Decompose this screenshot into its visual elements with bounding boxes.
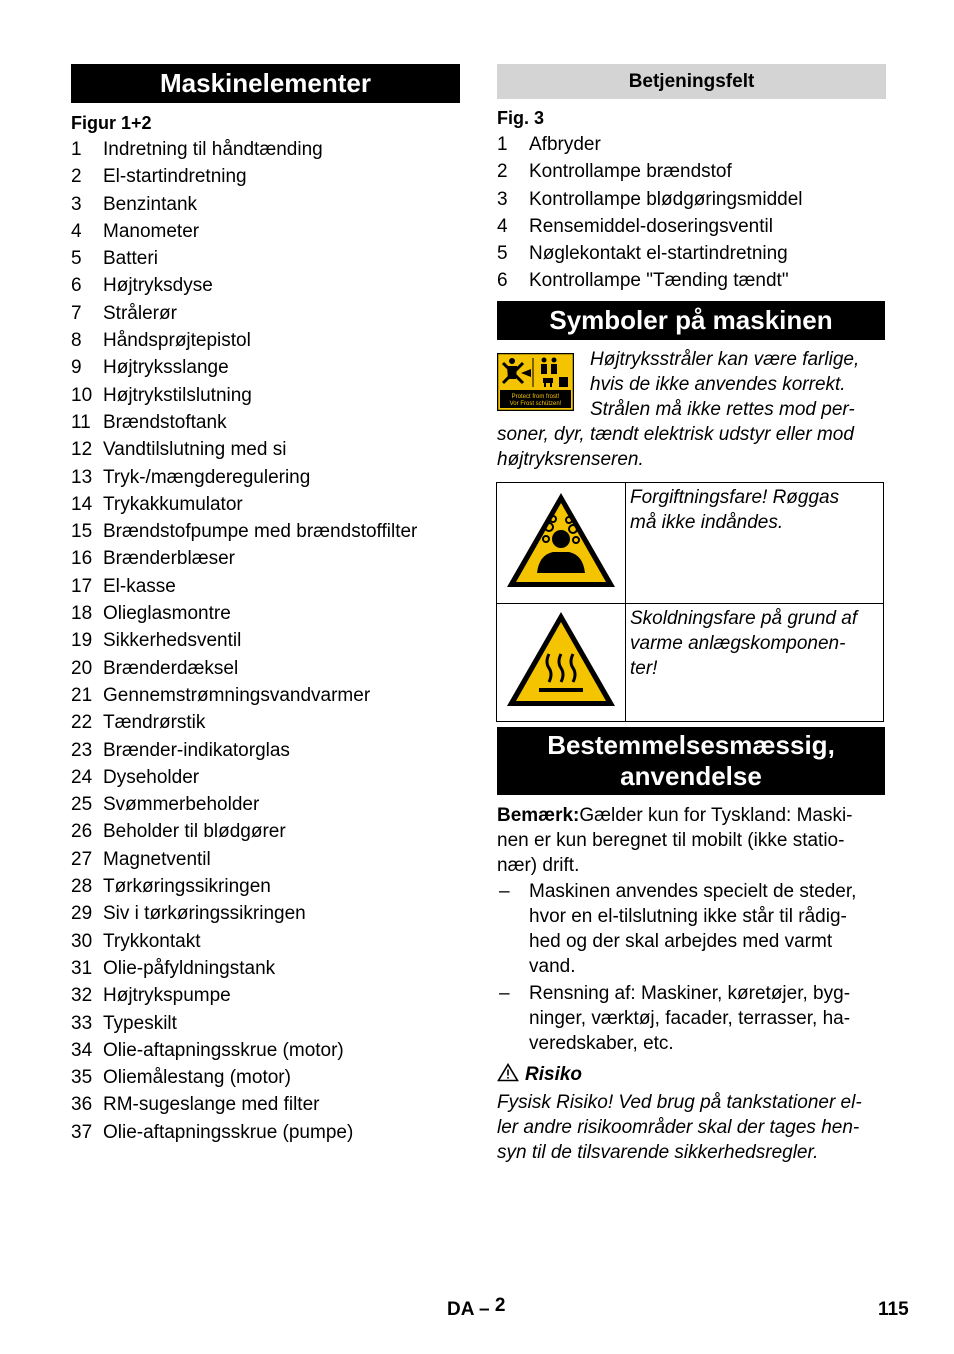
list-item: – Rensning af: Maskiner, køretøjer, byg- ninger, værktøj, facader, terrasser, ha- veredskaber, etc. [499,983,851,1054]
item-text: Håndsprøjtepistol [103,330,251,352]
list-item [71,1091,460,1118]
list-item [71,136,460,163]
item-text: Olie-aftapningsskrue (pumpe) [103,1121,354,1143]
item-text: Trykakkumulator [103,493,243,515]
item-number: 5 [497,243,508,265]
item-number: 25 [71,794,93,816]
list-item [71,518,460,545]
item-number: 4 [71,220,82,242]
item-text: Tændrørstik [103,712,206,734]
hot-surface-warning-icon [503,699,619,716]
item-text: Olie-aftapningsskrue (motor) [103,1039,344,1061]
risk-text: Fysisk Risiko! Ved brug på tankstationer el- ler andre risikoområder skal der tages hen- syn til de tilsvarende sikkerhedsregler. [497,1092,862,1163]
toxic-gas-warning-icon [503,580,619,597]
item-number: 36 [71,1094,93,1116]
list-item: – Maskinen anvendes specielt de steder, hvor en el-tilslutning ikke står til rådig- hed og der skal arbejdes med varmt vand. [499,881,857,977]
list-item [71,545,460,572]
footer-language: DA – 2 [447,1295,506,1320]
item-number: 12 [71,439,93,461]
list-item [497,267,886,294]
item-text: Benzintank [103,193,198,215]
item-text: Kontrollampe brændstof [529,161,732,183]
item-text: Magnetventil [103,848,211,870]
item-text: Tørkøringssikringen [103,876,271,898]
item-number: 35 [71,1067,93,1089]
item-number: 4 [497,215,508,237]
risk-heading: Risiko [497,1062,582,1089]
item-number: 16 [71,548,93,570]
item-number: 18 [71,603,93,625]
list-item [71,791,460,818]
item-text: Trykkontakt [103,930,201,952]
list-item [71,354,460,381]
svg-text:Vor Frost schützen!: Vor Frost schützen! [509,401,562,407]
item-text: Brænderdæksel [103,657,239,679]
svg-text:Protect from frost!: Protect from frost! [511,394,560,400]
usage-note: Bemærk:Gælder kun for Tyskland: Maski- nen er kun beregnet til mobilt (ikke statio- nær) drift. [497,805,853,876]
item-text: Rensemiddel-doseringsventil [529,215,773,237]
item-number: 7 [71,302,82,324]
figure-label-right: Fig. 3 [497,108,545,128]
item-number: 10 [71,384,93,406]
item-number: 32 [71,985,93,1007]
table-row [497,483,884,604]
item-text: Brænderblæser [103,548,235,570]
item-number: 1 [497,134,508,155]
item-number: 28 [71,876,93,898]
list-item [71,982,460,1009]
item-number: 24 [71,766,93,788]
item-number: 31 [71,957,93,979]
item-text: El-startindretning [103,166,247,188]
item-text: Vandtilslutning med si [103,439,287,461]
item-text: Nøglekontakt el-startindretning [529,243,788,265]
table-row [497,604,884,722]
list-item [71,491,460,518]
list-item [497,213,886,240]
item-number: 11 [71,411,91,433]
item-number: 27 [71,848,93,870]
item-text: Brændstofpumpe med brændstoffilter [103,521,418,543]
maskinelementer-header: Maskinelementer [71,64,460,103]
list-item [71,464,460,491]
item-text: Sikkerhedsventil [103,630,242,652]
list-item [71,764,460,791]
item-text: Oliemålestang (motor) [103,1067,291,1089]
list-item [497,131,886,158]
item-text: Brænder-indikatorglas [103,739,290,761]
item-number: 3 [71,193,82,215]
hot-surface-icon-cell [497,604,626,722]
control-panel-list [497,131,886,295]
item-number: 37 [71,1121,93,1143]
item-number: 14 [71,493,93,515]
item-text: Afbryder [529,134,601,155]
item-text: Indretning til håndtænding [103,139,323,160]
item-text: Kontrollampe blødgøringsmiddel [529,188,803,210]
item-text: Svømmerbeholder [103,794,260,816]
list-item [71,218,460,245]
item-number: 21 [71,684,93,706]
list-item [497,186,886,213]
list-item [71,928,460,955]
list-item [71,737,460,764]
list-item [71,682,460,709]
item-number: 2 [497,161,508,183]
item-text: Højtrykspumpe [103,985,231,1007]
list-item [71,1119,460,1146]
list-item [71,900,460,927]
item-text: Brændstoftank [103,411,227,433]
item-text: Højtrykstilslutning [103,384,252,406]
list-item [71,382,460,409]
item-number: 19 [71,630,93,652]
item-text: Batteri [103,248,158,270]
list-item [71,436,460,463]
list-item [71,191,460,218]
item-number: 20 [71,657,93,679]
list-item [71,245,460,272]
symbols-warning-text: Højtryksstråler kan være farlige, hvis de ikke anvendes korrekt. Strålen må ikke rettes mod per- soner, dyr, tændt elektrisk udstyr eller mod højtryksrenseren. [497,349,860,470]
list-item [497,158,886,185]
list-item [71,600,460,627]
item-number: 26 [71,821,93,843]
list-item [71,272,460,299]
machine-elements-list [71,136,460,1146]
list-item [71,709,460,736]
item-number: 29 [71,903,93,925]
item-text: Gennemstrømningsvandvarmer [103,684,371,706]
item-text: Dyseholder [103,766,200,788]
list-item [71,163,460,190]
item-text: RM-sugeslange med filter [103,1094,320,1116]
list-item [71,1037,460,1064]
item-number: 5 [71,248,82,270]
item-number: 17 [71,575,93,597]
page-number: 115 [878,1299,909,1320]
list-item [71,327,460,354]
toxic-gas-icon-cell [497,483,626,604]
item-text: Olie-påfyldningstank [103,957,276,979]
item-text: Manometer [103,220,200,242]
item-text: Strålerør [103,302,177,324]
item-text: Olieglasmontre [103,603,231,625]
item-number: 33 [71,1012,93,1034]
item-text: Tryk-/mængderegulering [103,466,311,488]
item-number: 22 [71,712,93,734]
list-item [71,955,460,982]
item-text: El-kasse [103,575,176,597]
usage-header: Bestemmelsesmæssig, anvendelse [497,727,885,795]
item-text: Højtryksslange [103,357,229,379]
list-item [71,573,460,600]
item-number: 8 [71,330,82,352]
list-item [71,655,460,682]
item-number: 9 [71,357,82,379]
symboler-header: Symboler på maskinen [497,301,885,340]
list-item [71,818,460,845]
item-text: Kontrollampe "Tænding tændt" [529,270,789,292]
item-number: 13 [71,466,93,488]
warning-triangle-icon [497,1063,519,1089]
item-number: 23 [71,739,93,761]
hot-surface-text-cell: Skoldningsfare på grund af varme anlægskomponen- ter! [626,604,884,722]
item-number: 34 [71,1039,93,1061]
note-label: Bemærk: [497,805,580,826]
item-text: Højtryksdyse [103,275,213,297]
item-text: Siv i tørkøringssikringen [103,903,306,925]
item-number: 30 [71,930,93,952]
item-number: 15 [71,521,93,543]
list-item [71,627,460,654]
warning-symbol-table [496,482,884,722]
item-text: Beholder til blødgører [103,821,286,843]
list-item [71,409,460,436]
list-item [71,300,460,327]
list-item [71,873,460,900]
list-item [71,1010,460,1037]
betjeningsfelt-header: Betjeningsfelt [497,64,886,99]
toxic-gas-text-cell: Forgiftningsfare! Røggas må ikke indåndes. [626,483,884,604]
item-text: Typeskilt [103,1012,177,1034]
figure-label-left: Figur 1+2 [71,113,152,133]
item-number: 2 [71,166,82,188]
item-number: 6 [497,270,508,292]
list-item [71,1064,460,1091]
item-number: 6 [71,275,82,297]
item-number: 1 [71,139,82,160]
list-item [497,240,886,267]
usage-dash-list [497,879,886,1056]
list-item [71,846,460,873]
item-number: 3 [497,188,508,210]
